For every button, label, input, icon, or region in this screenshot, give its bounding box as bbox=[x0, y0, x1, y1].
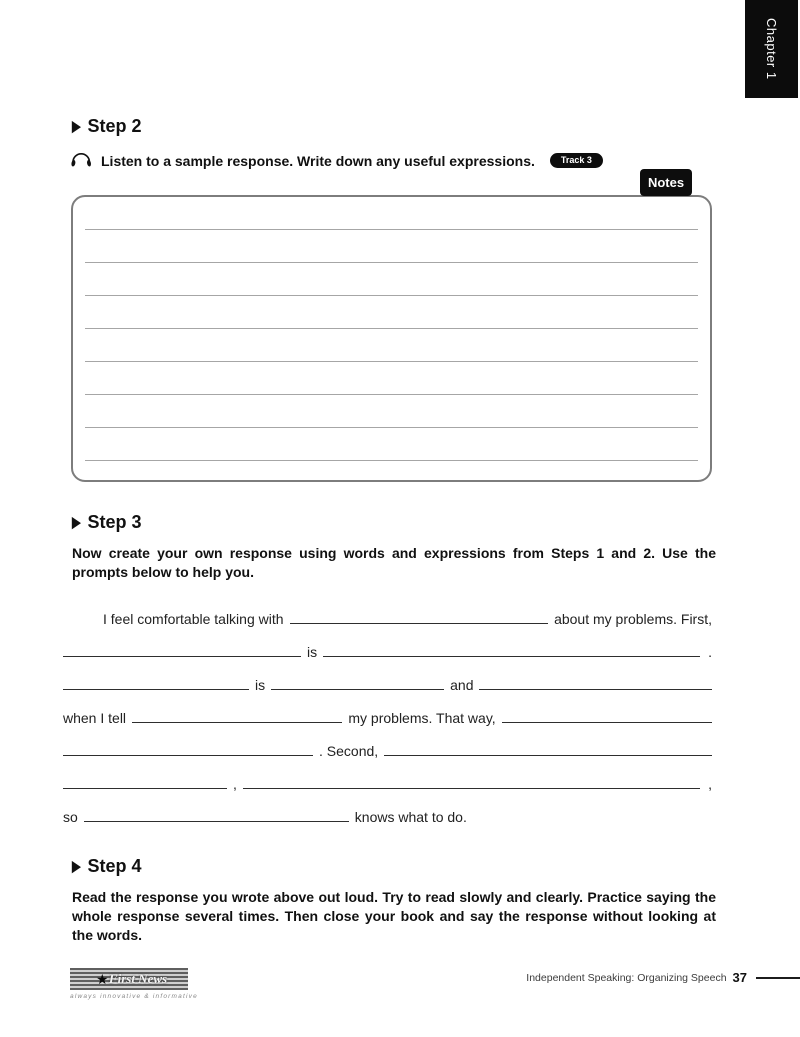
fill-in-blank bbox=[63, 689, 249, 690]
prompt-text: is bbox=[307, 644, 318, 660]
footer-page-info bbox=[526, 970, 800, 985]
notes-tab bbox=[640, 169, 692, 196]
step-marker-icon: ▶ bbox=[72, 858, 81, 875]
prompt-row bbox=[63, 801, 712, 834]
prompt-text: about my problems. First, bbox=[554, 611, 712, 627]
fill-in-blank bbox=[271, 689, 444, 690]
step-marker-icon: ▶ bbox=[72, 118, 81, 135]
notes-line bbox=[85, 296, 698, 329]
prompt-text: , bbox=[233, 776, 237, 792]
prompt-text: , bbox=[708, 776, 712, 792]
notes-line bbox=[85, 395, 698, 428]
notes-line bbox=[85, 230, 698, 263]
step2-heading-label: Step 2 bbox=[87, 116, 142, 136]
notes-line bbox=[85, 428, 698, 461]
notes-tab-label: Notes bbox=[647, 175, 685, 190]
step-marker-icon: ▶ bbox=[72, 514, 81, 531]
publisher-logo bbox=[70, 968, 198, 1000]
prompt-row bbox=[63, 702, 712, 735]
step4-instruction: Read the response you wrote above out loud. Try to read slowly and clearly. Practice saying the whole response several times. Then close your book and say the response without looking at the words. bbox=[72, 889, 716, 943]
prompt-text: . bbox=[708, 644, 712, 660]
fill-in-blank bbox=[290, 623, 549, 624]
prompt-row bbox=[63, 735, 712, 768]
fill-in-blank bbox=[132, 722, 342, 723]
step3-heading-label: Step 3 bbox=[87, 512, 142, 532]
notes-line bbox=[85, 197, 698, 230]
fill-in-prompts bbox=[63, 603, 712, 834]
prompt-text: my problems. That way, bbox=[348, 710, 496, 726]
fill-in-blank bbox=[323, 656, 700, 657]
notes-line bbox=[85, 362, 698, 395]
publisher-logo-tagline: always innovative & informative bbox=[70, 993, 198, 1000]
publisher-logo-box bbox=[70, 968, 188, 990]
prompt-text: is bbox=[255, 677, 266, 693]
footer-page-number: 37 bbox=[732, 970, 747, 985]
fill-in-blank bbox=[63, 755, 313, 756]
prompt-row bbox=[63, 636, 712, 669]
step2-heading bbox=[72, 116, 142, 137]
prompt-row bbox=[63, 669, 712, 702]
chapter-tab-label: Chapter 1 bbox=[764, 18, 779, 80]
notes-lines bbox=[85, 197, 698, 461]
step4-heading bbox=[72, 856, 142, 877]
prompt-text: . Second, bbox=[319, 743, 379, 759]
prompt-row bbox=[63, 768, 712, 801]
prompt-text: when I tell bbox=[63, 710, 127, 726]
notes-line bbox=[85, 263, 698, 296]
fill-in-blank bbox=[243, 788, 700, 789]
prompt-row bbox=[63, 603, 712, 636]
step3-heading bbox=[72, 512, 142, 533]
chapter-tab bbox=[745, 0, 798, 98]
star-icon: ★ bbox=[96, 971, 109, 987]
fill-in-blank bbox=[63, 656, 301, 657]
notes-line bbox=[85, 329, 698, 362]
footer-dash-rule bbox=[756, 977, 800, 979]
headphones-icon bbox=[70, 148, 92, 173]
step2-instruction-row bbox=[70, 148, 603, 173]
prompt-text: knows what to do. bbox=[354, 809, 467, 825]
notes-box bbox=[71, 195, 712, 482]
prompt-text: and bbox=[450, 677, 474, 693]
step4-heading-label: Step 4 bbox=[87, 856, 142, 876]
fill-in-blank bbox=[502, 722, 712, 723]
publisher-logo-title: First News bbox=[108, 971, 168, 986]
track-badge: Track 3 bbox=[550, 153, 603, 168]
fill-in-blank bbox=[384, 755, 712, 756]
fill-in-blank bbox=[84, 821, 349, 822]
prompt-text: I feel comfortable talking with bbox=[103, 611, 284, 627]
prompt-text: so bbox=[63, 809, 78, 825]
step3-instruction: Now create your own response using words and expressions from Steps 1 and 2. Use the prompts below to help you. bbox=[72, 545, 716, 580]
fill-in-blank bbox=[479, 689, 712, 690]
step2-instruction: Listen to a sample response. Write down any useful expressions. bbox=[101, 152, 535, 169]
fill-in-blank bbox=[63, 788, 227, 789]
footer-section-label: Independent Speaking: Organizing Speech bbox=[526, 971, 727, 984]
